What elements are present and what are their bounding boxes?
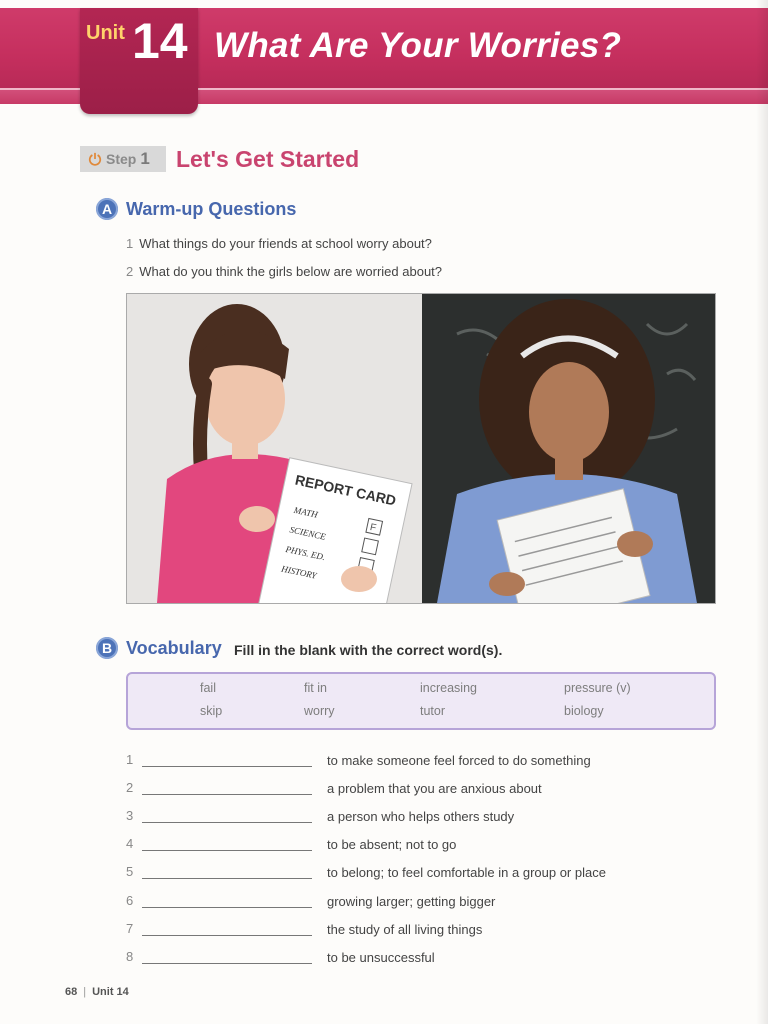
page-title: What Are Your Worries? xyxy=(214,26,622,65)
item-definition: growing larger; getting bigger xyxy=(327,894,496,909)
word-bank-item: skip xyxy=(200,704,223,718)
step-title: Let's Get Started xyxy=(176,146,360,172)
step-word: Step xyxy=(106,151,137,167)
page-footer xyxy=(65,986,129,998)
item-definition: a person who helps others study xyxy=(327,809,515,824)
unit-word: Unit xyxy=(86,22,125,44)
section-b-badge: B xyxy=(96,637,118,659)
footer-divider: | xyxy=(83,986,87,998)
word-bank-item: biology xyxy=(564,704,604,718)
item-number: 1 xyxy=(126,752,134,767)
power-icon xyxy=(88,152,102,166)
word-bank-item: tutor xyxy=(420,704,446,718)
answer-blank[interactable] xyxy=(142,810,312,823)
question-1 xyxy=(126,236,432,251)
item-number: 3 xyxy=(126,808,134,823)
report-card-subject: MATH xyxy=(292,504,319,520)
item-definition: the study of all living things xyxy=(327,922,483,937)
answer-blank[interactable] xyxy=(142,754,312,767)
item-number: 7 xyxy=(126,921,134,936)
report-card-title: REPORT CARD xyxy=(293,471,398,509)
section-b-title: Vocabulary xyxy=(126,638,222,658)
question-2 xyxy=(126,264,442,279)
item-number: 4 xyxy=(126,836,134,851)
item-definition: a problem that you are anxious about xyxy=(327,781,542,796)
page-edge-shadow xyxy=(756,0,768,1024)
item-definition: to be absent; not to go xyxy=(327,837,457,852)
answer-blank[interactable] xyxy=(142,866,312,879)
photo-two-girls xyxy=(126,293,716,604)
step-number: 1 xyxy=(140,149,150,168)
answer-blank[interactable] xyxy=(142,951,312,964)
word-bank-item: pressure (v) xyxy=(564,681,631,695)
item-number: 8 xyxy=(126,949,134,964)
answer-blank[interactable] xyxy=(142,838,312,851)
report-card-subject: HISTORY xyxy=(280,563,318,581)
answer-blank[interactable] xyxy=(142,895,312,908)
section-a-title: Warm-up Questions xyxy=(126,199,297,219)
question-number: 1 xyxy=(126,236,134,251)
section-b-instruction: Fill in the blank with the correct word(s). xyxy=(234,642,503,658)
report-card-grade: F xyxy=(368,522,378,535)
item-number: 6 xyxy=(126,893,134,908)
item-number: 2 xyxy=(126,780,134,795)
section-a-badge: A xyxy=(96,198,118,220)
step-tag xyxy=(80,146,166,172)
item-number: 5 xyxy=(126,864,134,879)
page-number: 68 xyxy=(65,986,78,998)
question-number: 2 xyxy=(126,264,134,279)
item-definition: to make someone feel forced to do something xyxy=(327,753,591,768)
report-card-subject: PHYS. ED. xyxy=(284,543,327,563)
item-definition: to be unsuccessful xyxy=(327,950,435,965)
word-bank-item: fit in xyxy=(304,681,327,695)
answer-blank[interactable] xyxy=(142,923,312,936)
question-text: What do you think the girls below are worried about? xyxy=(139,264,443,279)
word-bank-item: worry xyxy=(304,704,335,718)
photo-illustration xyxy=(127,294,715,603)
word-bank-item: increasing xyxy=(420,681,477,695)
question-text: What things do your friends at school worry about? xyxy=(139,236,432,251)
word-bank xyxy=(126,672,716,730)
footer-unit-label: Unit 14 xyxy=(92,986,129,998)
item-definition: to belong; to feel comfortable in a group or place xyxy=(327,865,606,880)
word-bank-item: fail xyxy=(200,681,216,695)
answer-blank[interactable] xyxy=(142,782,312,795)
report-card-subject: SCIENCE xyxy=(288,524,327,542)
unit-number: 14 xyxy=(132,13,188,69)
